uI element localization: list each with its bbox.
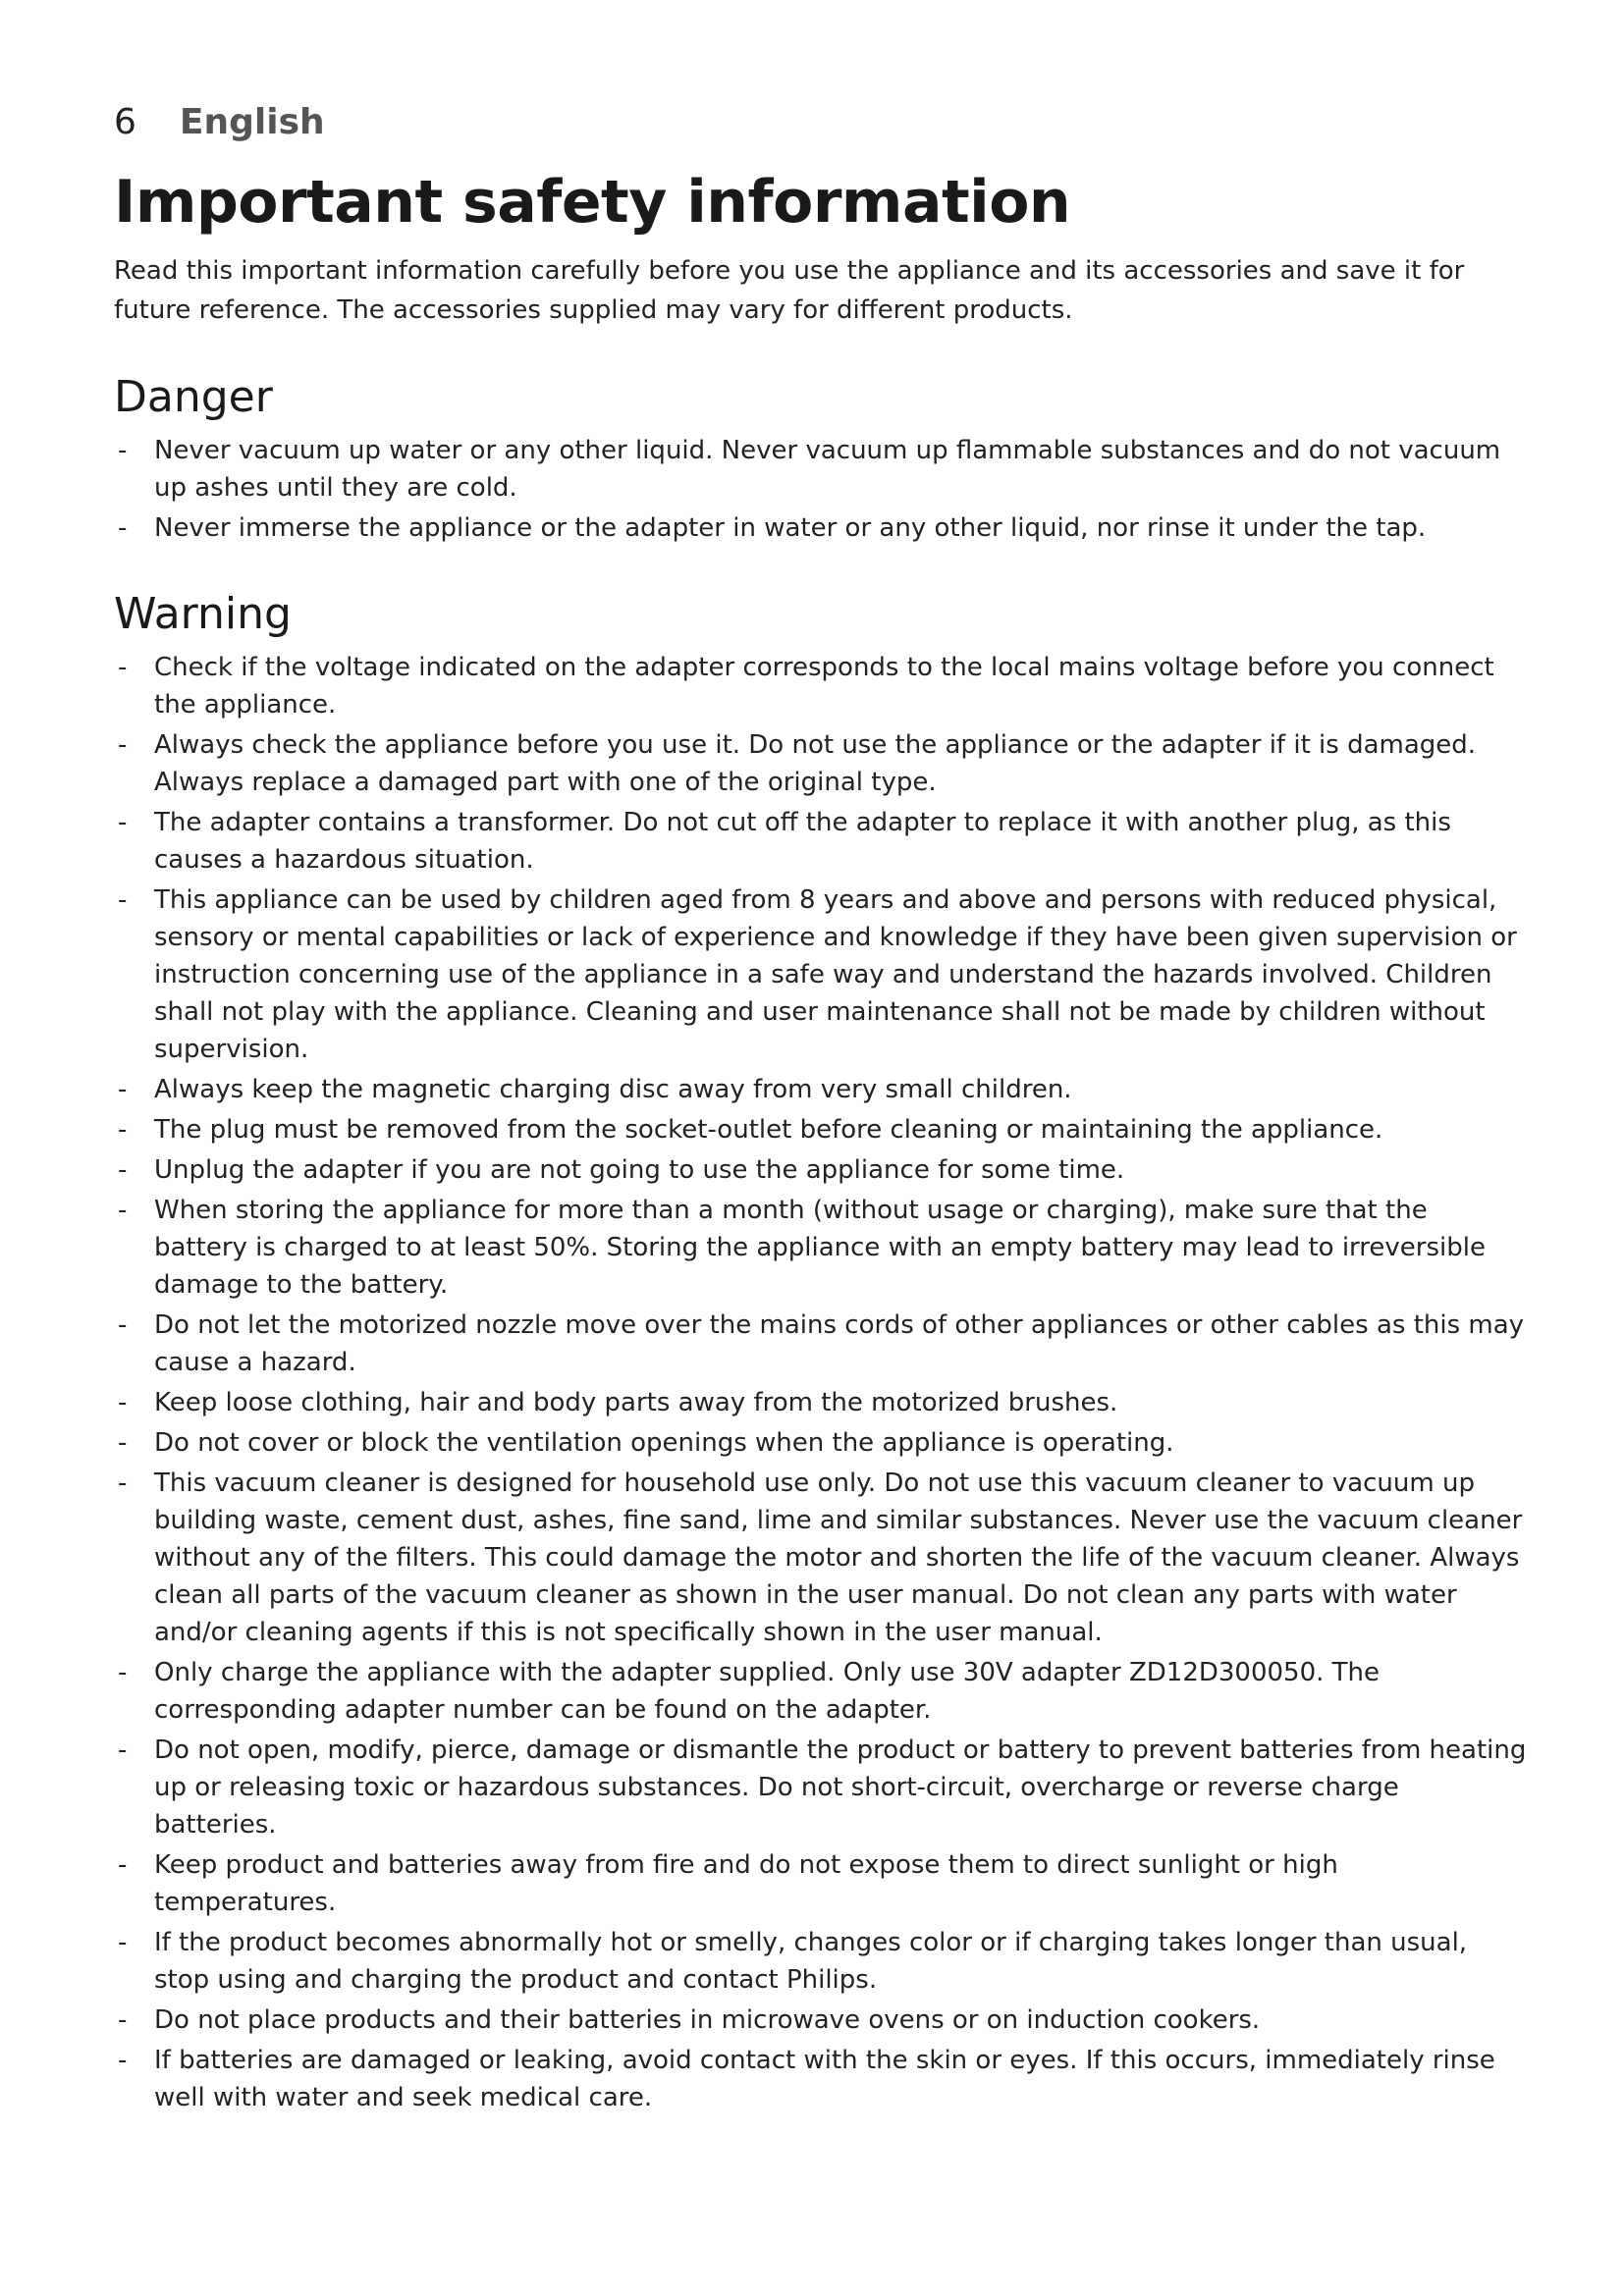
list-item-text: Always keep the magnetic charging disc away from very small children. (154, 1075, 1072, 1104)
section-heading-danger: Danger (114, 372, 273, 422)
dash-bullet-icon: - (118, 1155, 128, 1185)
list-item-text: The plug must be removed from the socket-outlet before cleaning or maintaining the appliance. (154, 1115, 1383, 1145)
dash-bullet-icon: - (118, 1428, 128, 1458)
dash-bullet-icon: - (118, 2005, 128, 2035)
dash-bullet-icon: - (118, 1388, 128, 1417)
page-title: Important safety information (114, 168, 1071, 237)
intro-paragraph: Read this important information carefully before you use the appliance and its accessories and save it for future reference. The accessories supplied may vary for different products. (114, 256, 1465, 325)
list-item-text: Do not open, modify, pierce, damage or dismantle the product or battery to prevent batteries from heating up or releasing toxic or hazardous substances. Do not short-circuit, overcharge or reverse charge batteries. (154, 1735, 1527, 1840)
list-item (114, 2042, 1528, 2116)
list-item (114, 1924, 1528, 1999)
dash-bullet-icon: - (118, 1658, 128, 1687)
list-item (114, 649, 1528, 723)
list-item-text: This appliance can be used by children aged from 8 years and above and persons with reduced physical, sensory or mental capabilities or lack of experience and knowledge if they have been given supervision or instruction concerning use of the appliance in a safe way and understand the hazards involved. Children shall not play with the appliance. Cleaning and user maintenance shall not be made by children without supervision. (154, 885, 1517, 1064)
dash-bullet-icon: - (118, 2046, 128, 2075)
dash-bullet-icon: - (118, 1468, 128, 1498)
list-item-text: Do not place products and their batteries in microwave ovens or on induction cookers. (154, 2005, 1261, 2035)
dash-bullet-icon: - (118, 653, 128, 682)
language-label: English (179, 102, 325, 142)
list-item-text: Never vacuum up water or any other liquid. Never vacuum up flammable substances and do not vacuum up ashes until they are cold. (154, 436, 1501, 503)
list-item (114, 1111, 1528, 1148)
list-item-text: When storing the appliance for more than a month (without usage or charging), make sure that the battery is charged to at least 50%. Storing the appliance with an empty battery may lead to irreversible damage to the battery. (154, 1196, 1486, 1300)
section-list-danger (114, 432, 1528, 547)
list-item (114, 1424, 1528, 1462)
manual-page (114, 98, 1528, 2119)
list-item-text: This vacuum cleaner is designed for household use only. Do not use this vacuum cleaner to vacuum up building waste, cement dust, ashes, fine sand, lime and similar substances. Never use the vacuum cleaner without any of the filters. This could damage the motor and shorten the life of the vacuum cleaner. Always clean all parts of the vacuum cleaner as shown in the user manual. Do not clean any parts with water and/or cleaning agents if this is not specifically shown in the user manual. (154, 1468, 1523, 1647)
dash-bullet-icon: - (118, 730, 128, 760)
list-item (114, 804, 1528, 879)
list-item (114, 1732, 1528, 1843)
list-item (114, 1654, 1528, 1729)
section-list-warning (114, 649, 1528, 2116)
list-item-text: Do not cover or block the ventilation openings when the appliance is operating. (154, 1428, 1174, 1458)
running-header (114, 98, 1528, 147)
dash-bullet-icon: - (118, 513, 128, 543)
list-item-text: Do not let the motorized nozzle move over the mains cords of other appliances or other cables as this may cause a hazard. (154, 1310, 1525, 1377)
list-item (114, 1151, 1528, 1189)
list-item-text: If the product becomes abnormally hot or smelly, changes color or if charging takes longer than usual, stop using and charging the product and contact Philips. (154, 1928, 1468, 1995)
list-item-text: Only charge the appliance with the adapter supplied. Only use 30V adapter ZD12D300050. The corresponding adapter number can be found on the adapter. (154, 1658, 1380, 1725)
dash-bullet-icon: - (118, 885, 128, 915)
list-item-text: Unplug the adapter if you are not going to use the appliance for some time. (154, 1155, 1125, 1185)
dash-bullet-icon: - (118, 808, 128, 837)
dash-bullet-icon: - (118, 1928, 128, 1957)
list-item (114, 881, 1528, 1068)
list-item (114, 726, 1528, 801)
list-item (114, 1307, 1528, 1381)
dash-bullet-icon: - (118, 1115, 128, 1145)
page-number: 6 (114, 102, 136, 142)
dash-bullet-icon: - (118, 1196, 128, 1225)
list-item-text: Always check the appliance before you use it. Do not use the appliance or the adapter if it is damaged. Always replace a damaged part with one of the original type. (154, 730, 1477, 797)
list-item (114, 1465, 1528, 1651)
dash-bullet-icon: - (118, 1850, 128, 1880)
list-item-text: Keep loose clothing, hair and body parts away from the motorized brushes. (154, 1388, 1118, 1417)
sections-container (114, 369, 1528, 2116)
list-item (114, 509, 1528, 547)
list-item-text: Keep product and batteries away from fire and do not expose them to direct sunlight or high temperatures. (154, 1850, 1338, 1917)
list-item-text: Never immerse the appliance or the adapter in water or any other liquid, nor rinse it under the tap. (154, 513, 1427, 543)
list-item (114, 1071, 1528, 1108)
list-item (114, 2002, 1528, 2039)
dash-bullet-icon: - (118, 1735, 128, 1765)
list-item (114, 432, 1528, 507)
list-item-text: Check if the voltage indicated on the adapter corresponds to the local mains voltage before you connect the appliance. (154, 653, 1494, 720)
dash-bullet-icon: - (118, 1310, 128, 1340)
section-heading-warning: Warning (114, 589, 292, 639)
dash-bullet-icon: - (118, 436, 128, 465)
dash-bullet-icon: - (118, 1075, 128, 1104)
list-item (114, 1846, 1528, 1921)
list-item-text: If batteries are damaged or leaking, avoid contact with the skin or eyes. If this occurs, immediately rinse well with water and seek medical care. (154, 2046, 1495, 2112)
list-item (114, 1384, 1528, 1421)
list-item-text: The adapter contains a transformer. Do not cut off the adapter to replace it with another plug, as this causes a hazardous situation. (154, 808, 1451, 875)
list-item (114, 1192, 1528, 1304)
